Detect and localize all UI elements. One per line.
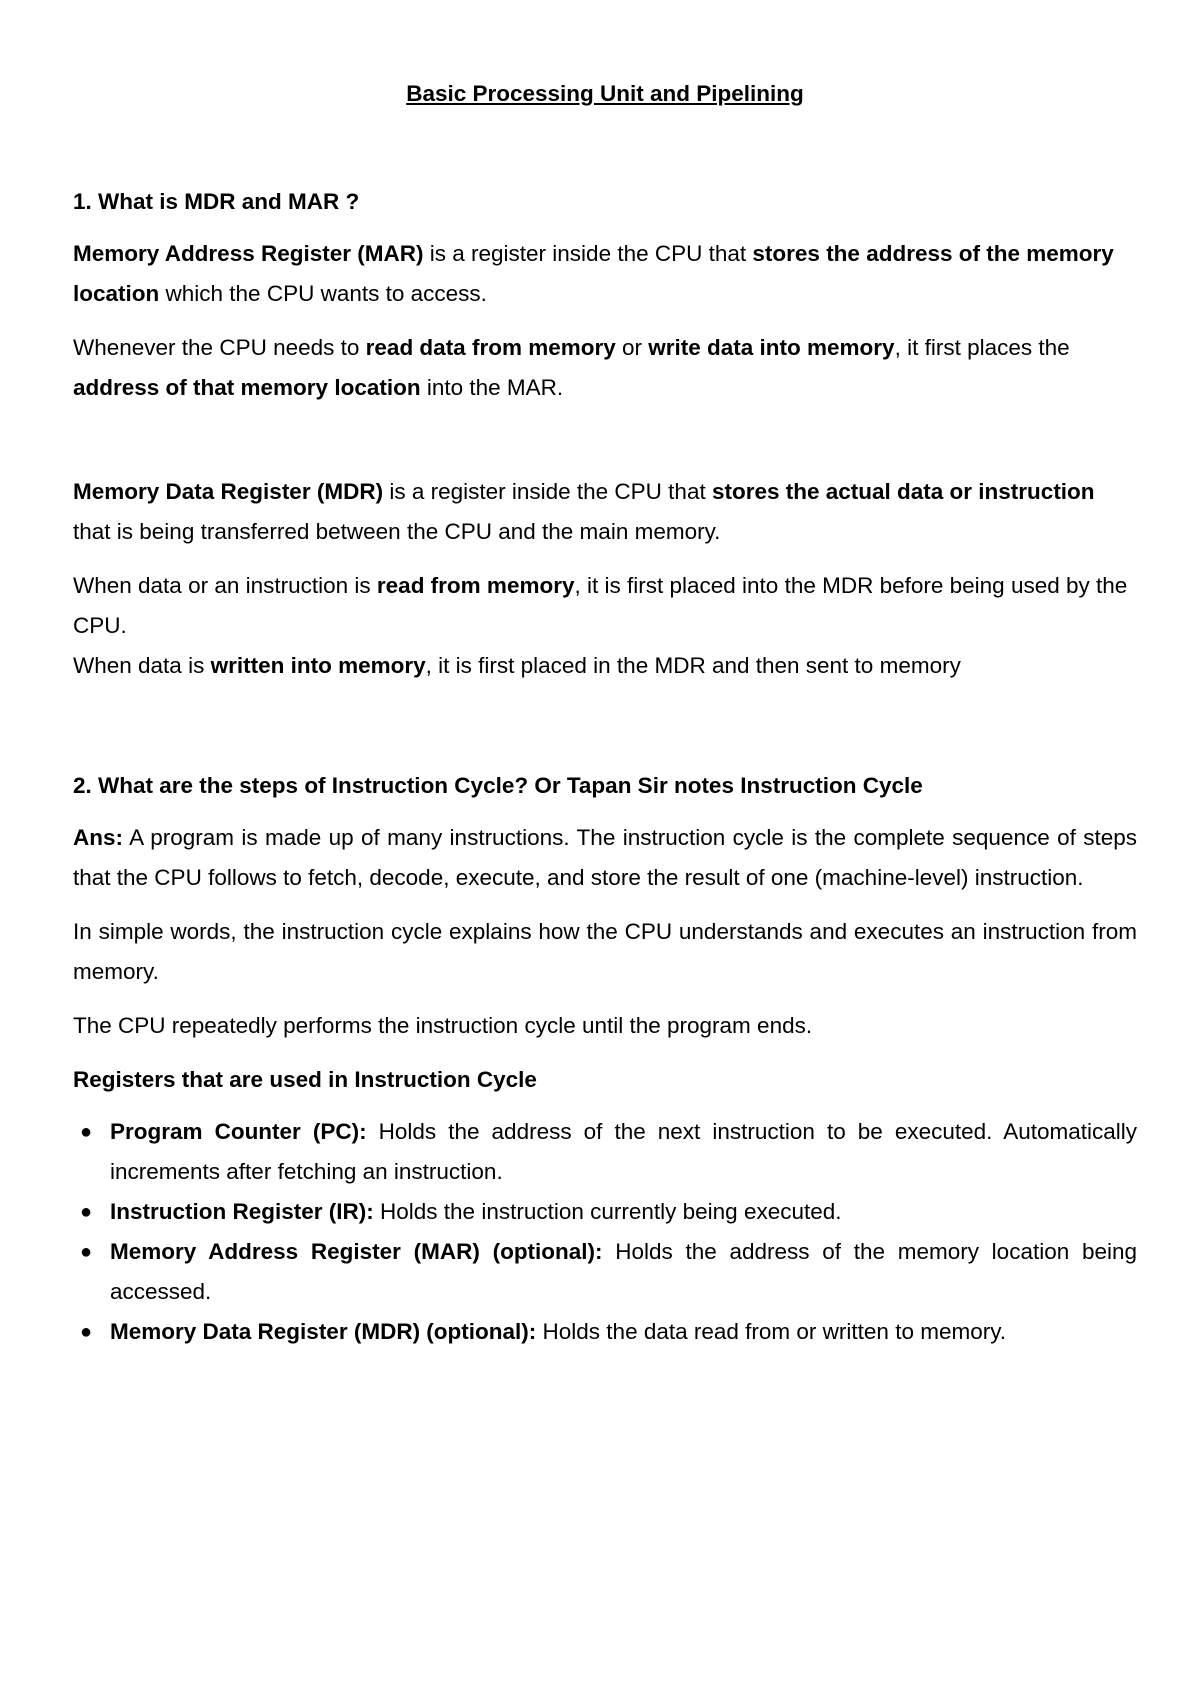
bold-run: read data from memory (365, 335, 616, 360)
mdr-term: Memory Data Register (MDR) (73, 479, 384, 504)
instruction-cycle-repeat: The CPU repeatedly performs the instruction cycle until the program ends. (73, 1013, 813, 1038)
bold-run: stores the address of the memory location (73, 241, 1114, 306)
text-run: A program is made up of many instructions. The instruction cycle is the complete sequence of steps that the CPU follows to fetch, decode, execute, and store the result of one (machine-level) instruction. (73, 825, 1137, 890)
bold-run: stores the actual data or instruction (711, 479, 1095, 504)
mar-usage (73, 328, 1137, 408)
mdr-write-usage (73, 646, 1137, 686)
mar-definition (73, 234, 1137, 314)
bullet-icon: ● (79, 1201, 93, 1223)
register-desc: Holds the address of the memory location being accessed. (110, 1239, 1137, 1304)
text-run: or (615, 335, 649, 360)
spacer (73, 422, 1137, 472)
register-desc: Holds the data read from or written to memory. (536, 1319, 1007, 1344)
bold-run: read from memory (376, 573, 575, 598)
question-2-heading: 2. What are the steps of Instruction Cycle? Or Tapan Sir notes Instruction Cycle (73, 773, 923, 798)
text-run: is a register inside the CPU that (423, 241, 753, 266)
question-1-heading: 1. What is MDR and MAR ? (73, 189, 360, 214)
registers-list (73, 1112, 1137, 1352)
text-run: When data or an instruction is (73, 573, 377, 598)
bullet-icon: ● (79, 1121, 93, 1143)
text-run: , it is first placed in the MDR and then sent to memory (425, 653, 961, 678)
mar-term: Memory Address Register (MAR) (73, 241, 424, 266)
text-run: When data is (73, 653, 211, 678)
text-run: that is being transferred between the CPU and the main memory. (73, 519, 721, 544)
list-item (73, 1232, 1137, 1312)
instruction-cycle-answer (73, 818, 1137, 898)
registers-heading: Registers that are used in Instruction Cycle (73, 1067, 537, 1092)
register-desc: Holds the instruction currently being executed. (373, 1199, 842, 1224)
text-run: into the MAR. (420, 375, 564, 400)
bold-run: written into memory (210, 653, 426, 678)
bullet-icon: ● (79, 1321, 93, 1343)
mdr-definition (73, 472, 1137, 552)
bold-run: write data into memory (648, 335, 895, 360)
bold-run: address of that memory location (73, 375, 421, 400)
register-desc: Holds the address of the next instruction to be executed. Automatically increments after fetching an instruction. (110, 1119, 1138, 1184)
spacer (73, 700, 1137, 766)
list-item (73, 1112, 1137, 1192)
page-title: Basic Processing Unit and Pipelining (406, 81, 804, 106)
register-name: Memory Address Register (MAR) (optional): (110, 1239, 603, 1264)
text-run: , it is first placed into the MDR before being used by the CPU. (73, 573, 1128, 638)
register-name: Memory Data Register (MDR) (optional): (110, 1319, 537, 1344)
mdr-read-usage (73, 566, 1137, 646)
bullet-icon: ● (79, 1241, 93, 1263)
text-run: is a register inside the CPU that (383, 479, 712, 504)
answer-label: Ans: (73, 825, 123, 850)
instruction-cycle-simple: In simple words, the instruction cycle explains how the CPU understands and executes an instruction from memory. (73, 919, 1137, 984)
text-run: , it first places the (894, 335, 1070, 360)
text-run: Whenever the CPU needs to (73, 335, 366, 360)
register-name: Program Counter (PC): (110, 1119, 367, 1144)
text-run: which the CPU wants to access. (159, 281, 487, 306)
register-name: Instruction Register (IR): (110, 1199, 374, 1224)
list-item (73, 1192, 1137, 1232)
list-item (73, 1312, 1137, 1352)
